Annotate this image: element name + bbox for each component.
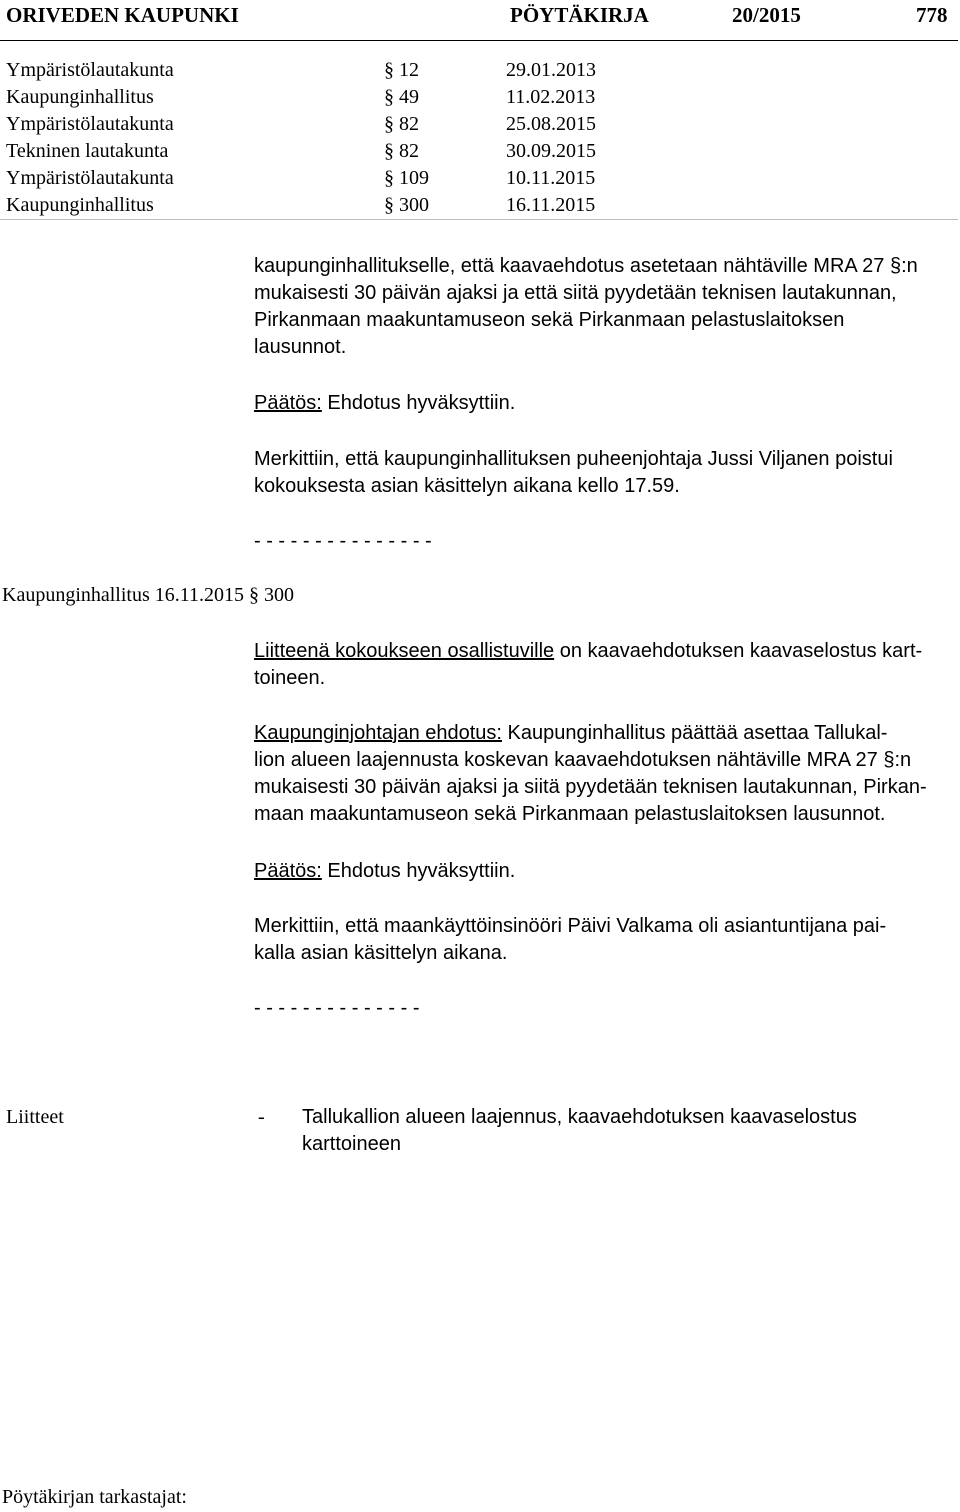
separator: - - - - - - - - - - - - - - <box>254 997 420 1019</box>
history-section: § 49 <box>384 86 419 108</box>
history-section: § 82 <box>384 140 419 162</box>
earlier-note <box>254 446 954 500</box>
history-section: § 82 <box>384 113 419 135</box>
text-line: kaupunginhallitukselle, että kaavaehdotus asetetaan nähtäville MRA 27 §:n <box>254 255 918 277</box>
document-type: PÖYTÄKIRJA <box>510 3 649 27</box>
text-line: Kaupunginhallitus päättää asettaa Tallukal- <box>502 722 888 744</box>
reviewers-label: Pöytäkirjan tarkastajat: <box>2 1486 187 1508</box>
decision-label: Päätös: <box>254 392 322 414</box>
decision-text: Ehdotus hyväksyttiin. <box>321 392 516 414</box>
history-date: 30.09.2015 <box>506 140 596 162</box>
attachment-item <box>302 1104 857 1158</box>
history-date: 11.02.2013 <box>506 86 596 108</box>
text-line: Merkittiin, että kaupunginhallituksen puheenjohtaja Jussi Viljanen poistui <box>254 448 893 470</box>
history-date: 10.11.2015 <box>506 167 596 189</box>
history-row <box>6 165 706 192</box>
attachment-note-link[interactable]: Liitteenä kokoukseen osallistuville <box>254 640 555 662</box>
history-body: Kaupunginhallitus <box>6 194 154 216</box>
earlier-decision <box>254 390 954 417</box>
text-line: Merkittiin, että maankäyttöinsinööri Päivi Valkama oli asiantuntijana pai- <box>254 915 887 937</box>
history-section: § 12 <box>384 59 419 81</box>
history-body: Tekninen lautakunta <box>6 140 169 162</box>
page-number: 778 <box>916 3 948 27</box>
history-date: 16.11.2015 <box>506 194 596 216</box>
header-divider <box>0 40 958 41</box>
history-row <box>6 192 706 219</box>
text-line: kalla asian käsittelyn aikana. <box>254 942 508 964</box>
attachments-label: Liitteet <box>6 1106 64 1128</box>
proposal-label: Kaupunginjohtajan ehdotus: <box>254 722 502 744</box>
history-body: Ympäristölautakunta <box>6 113 174 135</box>
history-section: § 300 <box>384 194 429 216</box>
text-line: lion alueen laajennusta koskevan kaavaehdotuksen nähtäville MRA 27 §:n <box>254 749 912 771</box>
text-line: maan maakuntamuseon sekä Pirkanmaan pelastuslaitoksen lausunnot. <box>254 803 886 825</box>
attachments-dash: - <box>258 1106 265 1128</box>
history-row <box>6 57 706 84</box>
text-line: Tallukallion alueen laajennus, kaavaehdotuksen kaavaselostus <box>302 1106 857 1128</box>
history-row <box>6 84 706 111</box>
text-line: karttoineen <box>302 1133 401 1155</box>
text-line: toineen. <box>254 667 326 689</box>
history-divider <box>0 219 958 220</box>
history-row <box>6 111 706 138</box>
attachment-note <box>254 638 954 692</box>
earlier-proposal-text <box>254 253 954 361</box>
decision-label: Päätös: <box>254 860 322 882</box>
text-line: Pirkanmaan maakuntamuseon sekä Pirkanmaan pelastuslaitoksen <box>254 309 845 331</box>
issue-number: 20/2015 <box>732 3 801 27</box>
text-line: mukaisesti 30 päivän ajaksi ja siitä pyydetään teknisen lautakunnan, Pirkan- <box>254 776 927 798</box>
organization-name: ORIVEDEN KAUPUNKI <box>6 3 239 27</box>
current-decision <box>254 858 954 885</box>
history-date: 25.08.2015 <box>506 113 596 135</box>
history-row <box>6 138 706 165</box>
separator: - - - - - - - - - - - - - - - <box>254 530 432 552</box>
current-note <box>254 913 954 967</box>
history-body: Ympäristölautakunta <box>6 167 174 189</box>
history-section: § 109 <box>384 167 429 189</box>
history-body: Kaupunginhallitus <box>6 86 154 108</box>
section-label: Kaupunginhallitus 16.11.2015 § 300 <box>2 584 295 606</box>
decision-text: Ehdotus hyväksyttiin. <box>321 860 516 882</box>
history-date: 29.01.2013 <box>506 59 596 81</box>
history-body: Ympäristölautakunta <box>6 59 174 81</box>
text-line: lausunnot. <box>254 336 347 358</box>
text-line: mukaisesti 30 päivän ajaksi ja että siitä pyydetään teknisen lautakunnan, <box>254 282 897 304</box>
text-line: on kaavaehdotuksen kaavaselostus kart- <box>554 640 923 662</box>
text-line: kokouksesta asian käsittelyn aikana kello 17.59. <box>254 475 680 497</box>
mayor-proposal <box>254 720 954 828</box>
